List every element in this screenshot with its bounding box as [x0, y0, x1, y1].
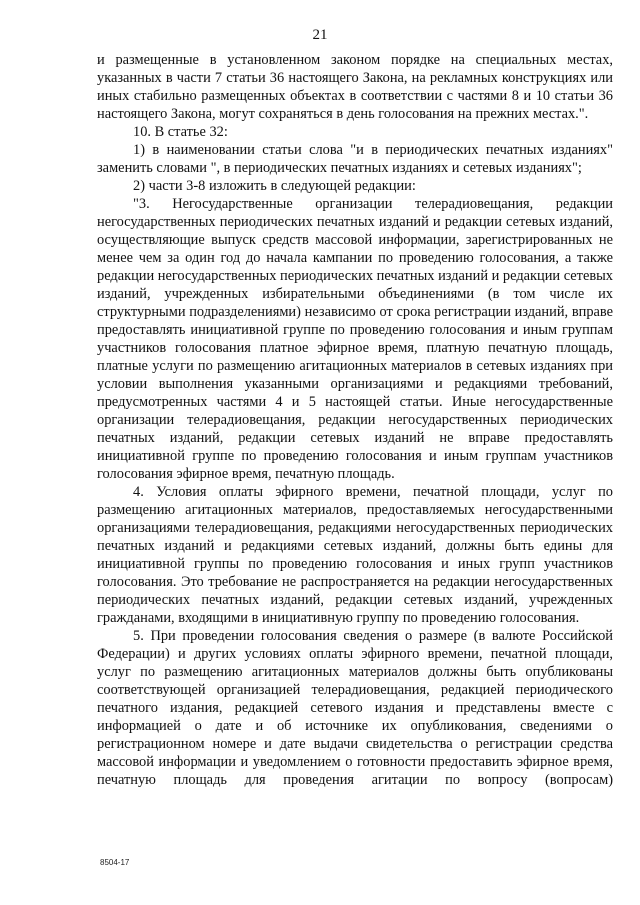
paragraph: 10. В статье 32: [133, 124, 228, 140]
paragraph: 2) части 3-8 изложить в следующей редакции: [133, 178, 416, 194]
paragraph: 1) в наименовании статьи слова "и в периодических печатных изданиях" заменить словами ", в периодических печатных изданиях и сетевых изданиях"; [97, 142, 613, 176]
document-code: 8504-17 [100, 858, 130, 867]
document-body [97, 51, 613, 789]
paragraph: 5. При проведении голосования сведения о размере (в валюте Российской Федерации) и других условиях оплаты эфирного времени, печатной площади, услуг по размещению агитационных материалов должны быть опубликованы соответствующей организацией телерадиовещания, редакцией периодического печатного издания, редакцией сетевого издания и представлены вместе с информацией о дате и об источнике их опубликования, сведениями о регистрационном номере и дате выдачи свидетельства о регистрации средства массовой информации и уведомлением о готовности предоставить эфирное время, печатную площадь для проведения агитации по вопросу (вопросам) [97, 628, 613, 788]
page-number: 21 [312, 27, 328, 43]
paragraph: "3. Негосударственные организации телерадиовещания, редакции негосударственных периодических печатных изданий и редакции сетевых изданий, осуществляющие выпуск средств массовой информации, зарегистрированных не менее чем за один год до начала кампании по проведению голосования, а также редакции негосударственных периодических печатных изданий и редакции сетевых изданий, учрежденных избирательными объединениями (в том числе их структурными подразделениями) независимо от срока регистрации изданий, вправе предоставлять инициативной группе по проведению голосования и иным группам участников голосования платное эфирное время, платную печатную площадь, платные услуги по размещению агитационных материалов в сетевых изданиях при условии выполнения указанными организациями и редакциями требований, предусмотренных частями 4 и 5 настоящей статьи. Иные негосударственные организации телерадиовещания, редакции негосударственных периодических печатных изданий, редакции сетевых изданий не вправе предоставлять инициативной группе по проведению голосования и иным группам участников голосования эфирное время, печатную площадь. [97, 196, 614, 482]
paragraph: и размещенные в установленном законом порядке на специальных местах, указанных в части 7 статьи 36 настоящего Закона, на рекламных конструкциях или иных стабильно размещенных объектах в соответствии с частями 8 и 10 статьи 36 настоящего Закона, могут сохраняться в день голосования на прежних местах.". [97, 52, 613, 122]
paragraph: 4. Условия оплаты эфирного времени, печатной площади, услуг по размещению агитационных материалов, предоставляемых негосударственными организациями телерадиовещания, редакциями негосударственных периодических печатных изданий и редакциями сетевых изданий, должны быть едины для инициативной группы по проведению голосования и иных групп участников голосования. Это требование не распространяется на редакции негосударственных периодических печатных изданий, редакции сетевых изданий, учрежденных гражданами, входящими в инициативную группу по проведению голосования. [97, 484, 613, 626]
